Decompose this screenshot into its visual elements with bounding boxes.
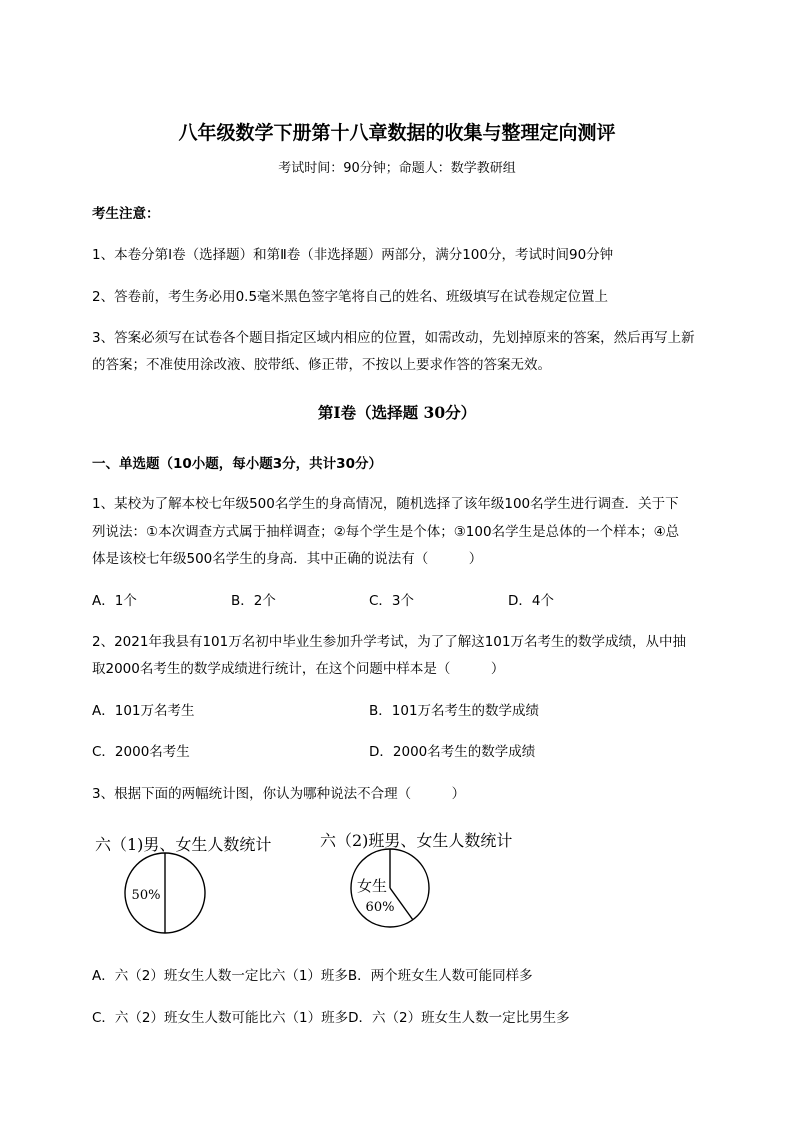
page-subtitle: 考试时间：90分钟；命题人：数学教研组 xyxy=(278,161,516,176)
q3-option-b[interactable]: B．两个班女生人数可能同样多 xyxy=(347,968,533,984)
notice-item-2: 2、答卷前，考生务必用0.5毫米黑色签字笔将自己的姓名、班级填写在试卷规定位置上 xyxy=(92,289,609,305)
page-title: 八年级数学下册第十八章数据的收集与整理定向测评 xyxy=(178,122,616,144)
q1-line-1: 1、某校为了解本校七年级500名学生的身高情况，随机选择了该年级100名学生进行调查．关于下 xyxy=(92,496,679,512)
notice-heading: 考生注意： xyxy=(92,206,160,222)
notice-item-3: 3、答案必须写在试卷各个题目指定区域内相应的位置，如需改动，先划掉原来的答案，然后再写上新 xyxy=(92,330,695,346)
q2-line-2: 取2000名考生的数学成绩进行统计，在这个问题中样本是（ ） xyxy=(92,661,505,677)
q2-line-1: 2、2021年我县有101万名初中毕业生参加升学考试，为了了解这101万名考生的数学成绩，从中抽 xyxy=(92,634,686,650)
q2-option-a[interactable]: A．101万名考生 xyxy=(92,703,195,719)
q1-line-2: 列说法：①本次调查方式属于抽样调查；②每个学生是个体；③100名学生是总体的一个样本；④总 xyxy=(92,524,680,540)
q1-option-a[interactable]: A．1个 xyxy=(92,593,137,609)
q3-options-row-1 xyxy=(92,964,533,984)
notice-item-3-cont: 的答案；不准使用涂改液、胶带纸、修正带，不按以上要求作答的答案无效。 xyxy=(92,357,551,373)
pie1-label: 50% xyxy=(131,888,161,903)
pie2-title: 六（2)班男、女生人数统计 xyxy=(320,831,513,850)
notice-item-1: 1、本卷分第Ⅰ卷（选择题）和第Ⅱ卷（非选择题）两部分，满分100分，考试时间90分钟 xyxy=(92,247,614,263)
q2-option-c[interactable]: C．2000名考生 xyxy=(92,744,190,760)
q1-option-d[interactable]: D．4个 xyxy=(508,593,554,609)
pie1-title: 六（1)男、女生人数统计 xyxy=(95,835,272,854)
q1-line-3: 体是该校七年级500名学生的身高．其中正确的说法有（ ） xyxy=(92,551,483,567)
pie2-label-name: 女生 xyxy=(356,877,388,895)
pie2-label-pct: 60% xyxy=(365,900,395,915)
q3-line-1: 3、根据下面的两幅统计图，你认为哪种说法不合理（ ） xyxy=(92,786,466,802)
part-heading: 一、单选题（10小题，每小题3分，共计30分） xyxy=(92,456,382,472)
q1-option-b[interactable]: B．2个 xyxy=(231,593,276,609)
q1-option-c[interactable]: C．3个 xyxy=(369,593,415,609)
q3-options-row-2 xyxy=(92,1006,570,1026)
q3-option-d[interactable]: D．六（2）班女生人数一定比男生多 xyxy=(348,1010,570,1026)
q2-option-b[interactable]: B．101万名考生的数学成绩 xyxy=(369,703,540,719)
q3-option-c[interactable]: C．六（2）班女生人数可能比六（1）班多 xyxy=(92,1010,349,1026)
section-title: 第Ⅰ卷（选择题 30分） xyxy=(317,403,477,422)
q3-option-a[interactable]: A．六（2）班女生人数一定比六（1）班多 xyxy=(92,968,348,984)
q2-option-d[interactable]: D．2000名考生的数学成绩 xyxy=(369,744,536,760)
